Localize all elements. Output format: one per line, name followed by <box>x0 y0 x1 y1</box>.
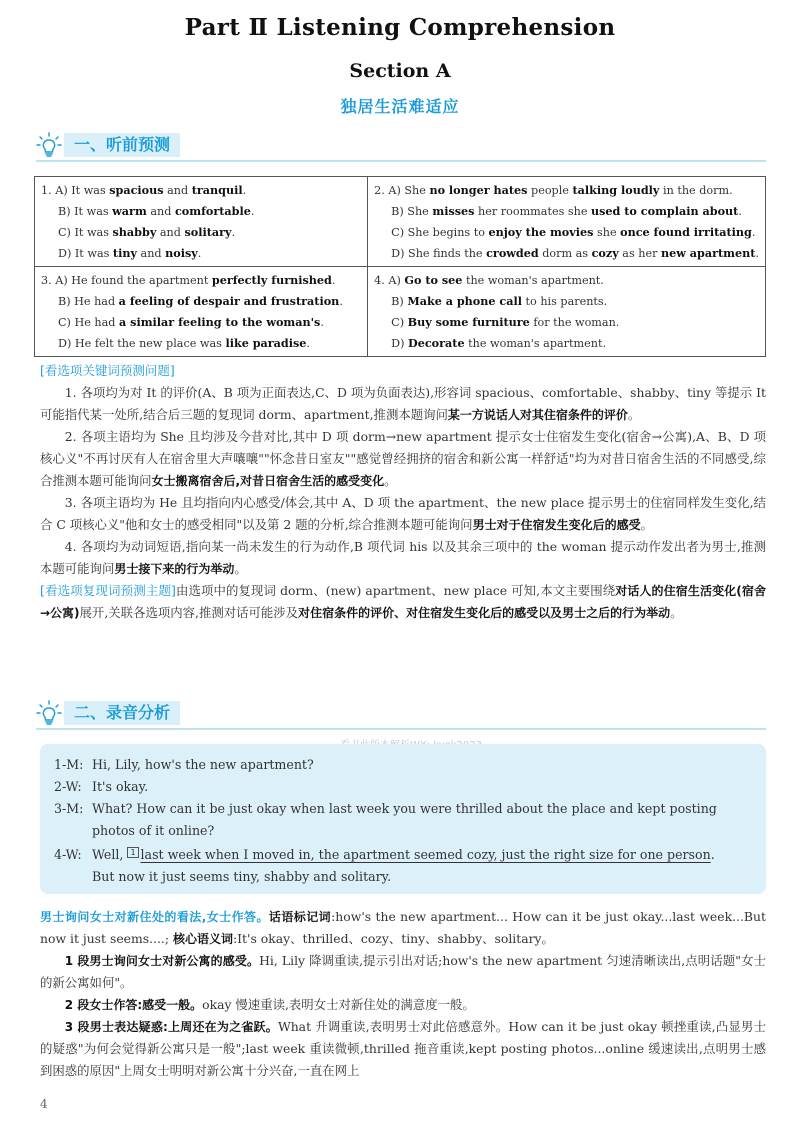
section-label: 二、录音分析 <box>64 701 180 725</box>
analysis-para-1: 1 段男士询问女士对新公寓的感受。Hi, Lily 降调重读,提示引出对话;how's the new apartment 匀速清晰读出,点明话题"女士的新公寓如何"。 <box>40 953 766 990</box>
q1-option-d: D) It was tiny and noisy. <box>58 246 202 260</box>
analysis-para-2: 2 段女士作答:感受一般。okay 慢速重读,表明女士对新住处的满意度一般。 <box>64 997 475 1012</box>
section-header-recording <box>36 700 766 730</box>
dialogue-line-1: 1-M: Hi, Lily, how's the new apartment? <box>54 757 314 772</box>
tag-keyword-prediction: [看选项关键词预测问题] <box>40 363 175 378</box>
dialogue-line-4: 4-W: Well, 1 last week when I moved in, the apartment seemed cozy, just the right size for one person. But now it just seems tiny, shabby and solitary. <box>54 847 715 884</box>
q3-option-b: B) He had a feeling of despair and frustration. <box>58 294 343 308</box>
q4-option-d: D) Decorate the woman's apartment. <box>391 336 607 350</box>
q2-option-d: D) She finds the crowded dorm as cozy as her new apartment. <box>391 246 759 260</box>
lightbulb-icon <box>36 132 62 158</box>
section-label: 一、听前预测 <box>64 133 180 157</box>
prediction-para-4: 4. 各项均为动词短语,指向某一尚未发生的行为动作,B 项代词 his 以及其余三项中的 the woman 提示动作发出者为男士,推测本题可能询问男士接下来的行为举动。 <box>40 539 766 576</box>
q1-option-a: 1. A) It was spacious and tranquil. <box>41 183 247 197</box>
page-title: Part Ⅱ Listening Comprehension <box>184 14 616 41</box>
q2-option-a: 2. A) She no longer hates people talking loudly in the dorm. <box>374 183 733 197</box>
page-number: 4 <box>40 1097 48 1111</box>
prediction-para-5: [看选项复现词预测主题]由选项中的复现词 dorm、(new) apartment、new place 可知,本文主要围绕对话人的住宿生活变化(宿舍→公寓)展开,关联各选项内容,推测对话可能涉及对住宿条件的评价、对住宿发生变化后的感受以及男士之后的行为举动。 <box>40 583 766 620</box>
section-header-prelisten <box>36 132 766 162</box>
dialogue-line-2: 2-W: It's okay. <box>54 779 149 794</box>
section-title: Section A <box>349 60 451 82</box>
q4-option-a: 4. A) Go to see the woman's apartment. <box>374 273 604 287</box>
q2-option-b: B) She misses her roommates she used to complain about. <box>391 204 742 218</box>
q1-option-c: C) It was shabby and solitary. <box>58 225 236 239</box>
question-3-cell <box>35 267 368 357</box>
q3-option-a: 3. A) He found the apartment perfectly furnished. <box>41 273 336 287</box>
analysis-summary: 男士询问女士对新住处的看法,女士作答。话语标记词:how's the new apartment... How can it be just okay...last week...But now it just seems....; 核心语义词:It's okay、thrilled、cozy、tiny、shabby、solitary。 <box>40 909 766 946</box>
analysis-block <box>40 906 766 1082</box>
prediction-para-3: 3. 各项主语均为 He 且均指向内心感受/体会,其中 A、D 项 the apartment、the new place 提示男士的住宿同样发生变化,结合 C 项核心义"他和女士的感受相同"以及第 2 题的分析,综合推测本题可能询问男士对于住宿发生变化后的感受。 <box>40 495 766 532</box>
prediction-para-2: 2. 各项主语均为 She 且均涉及今昔对比,其中 D 项 dorm→new apartment 提示女士住宿发生变化(宿舍→公寓),A、B、D 项核心义"不再讨厌有人在宿舍里大声嚷嚷""怀念昔日室友""感觉曾经拥挤的宿舍和新公寓一样舒适"均为对昔日宿舍生活的不同感受,综合推测本题可能询问女士搬离宿舍后,对昔日宿舍生活的感受变化。 <box>40 429 766 488</box>
lightbulb-icon <box>36 700 62 726</box>
q3-option-c: C) He had a similar feeling to the woman's. <box>58 315 324 329</box>
q4-option-c: C) Buy some furniture for the woman. <box>391 315 620 329</box>
q4-option-b: B) Make a phone call to his parents. <box>391 294 608 308</box>
dialogue-box <box>40 744 766 894</box>
prediction-para-1: 1. 各项均为对 It 的评价(A、B 项为正面表达,C、D 项为负面表达),形容词 spacious、comfortable、shabby、tiny 等提示 It 可能指代某一处所,结合后三题的复现词 dorm、apartment,推测本题询问某一方说话人对其住宿条件的评价。 <box>40 385 766 422</box>
question-2-cell <box>368 177 766 267</box>
q1-option-b: B) It was warm and comfortable. <box>58 204 255 218</box>
topic-title: 独居生活难适应 <box>340 97 460 116</box>
q3-option-d: D) He felt the new place was like paradise. <box>58 336 310 350</box>
q2-option-c: C) She begins to enjoy the movies she once found irritating. <box>391 225 756 239</box>
options-table <box>34 176 766 357</box>
prediction-block <box>40 360 766 624</box>
dialogue-line-3: 3-M: What? How can it be just okay when last week you were thrilled about the place and kept posting photos of it online? <box>54 801 717 838</box>
question-4-cell <box>368 267 766 357</box>
note-number-box: 1 <box>127 847 138 858</box>
question-1-cell <box>35 177 368 267</box>
analysis-para-3: 3 段男士表达疑惑:上周还在为之雀跃。What 升调重读,表明男士对此倍感意外。How can it be just okay 顿挫重读,凸显男士的疑惑"为何会觉得新公寓只是一般";last week 重读微顿,thrilled 拖音重读,kept posting photos...online 缓速读出,点明男士感到困惑的原因"上周女士明明对新公寓十分兴奋,一直在网上 <box>40 1019 766 1078</box>
